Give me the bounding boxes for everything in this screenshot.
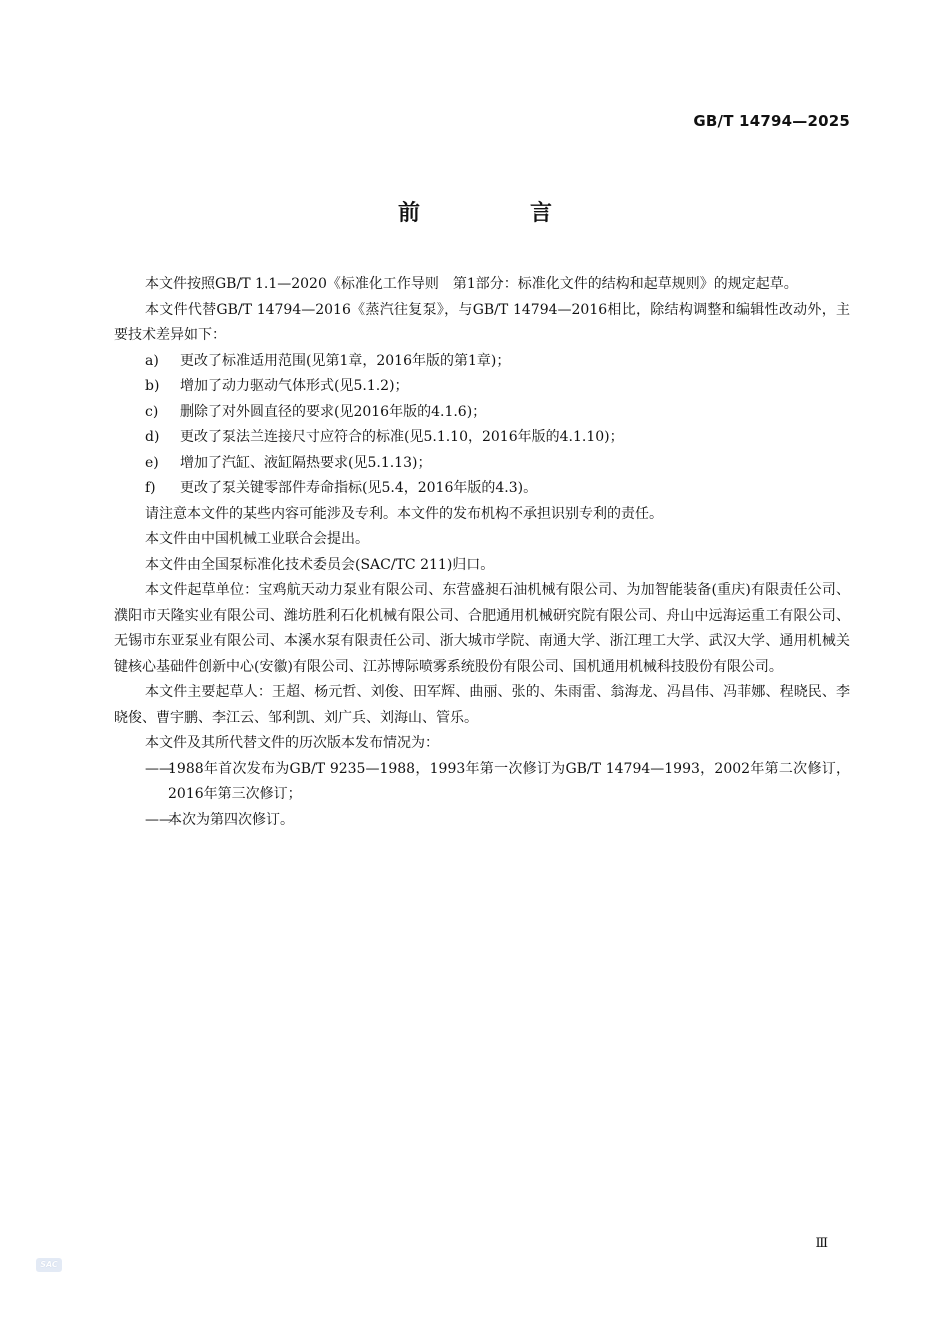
paragraph-proposer: 本文件由中国机械工业联合会提出。	[145, 531, 369, 547]
page-title: 前 言	[397, 201, 596, 226]
history-item	[114, 808, 850, 834]
paragraph-committee: 本文件由全国泵标准化技术委员会(SAC/TC 211)归口。	[145, 556, 495, 573]
list-item-mark: b)	[145, 378, 160, 394]
history-item	[114, 757, 850, 808]
list-item	[114, 400, 850, 426]
list-item-mark: a)	[145, 352, 159, 369]
sac-logo: SAC	[36, 1258, 62, 1272]
list-item-text: 更改了标准适用范围(见第1章，2016年版的第1章)；	[180, 352, 511, 369]
list-item-text: 删除了对外圆直径的要求(见2016年版的4.1.6)；	[180, 403, 487, 420]
dash-mark: ——	[145, 760, 173, 777]
standard-code: GB/T 14794—2025	[693, 112, 850, 130]
list-item-mark: d)	[145, 429, 160, 445]
list-item-text: 更改了泵关键零部件寿命指标(见5.4，2016年版的4.3)。	[180, 480, 538, 496]
paragraph-drafting-rules: 本文件按照GB/T 1.1—2020《标准化工作导则 第1部分：标准化文件的结构和起草规则》的规定起草。	[145, 276, 798, 292]
list-item-text: 增加了汽缸、液缸隔热要求(见5.1.13)；	[180, 454, 432, 471]
page-number: Ⅲ	[815, 1236, 828, 1251]
list-item	[114, 374, 850, 400]
history-item-text: 本次为第四次修订。	[168, 811, 294, 828]
list-item-mark: c)	[145, 403, 159, 420]
list-item-mark: f)	[145, 480, 156, 496]
list-item	[114, 476, 850, 502]
list-item	[114, 349, 850, 375]
dash-mark: ——	[145, 811, 173, 828]
paragraph-replacement: 本文件代替GB/T 14794—2016《蒸汽往复泵》，与GB/T 14794—2016相比，除结构调整和编辑性改动外，主要技术差异如下：	[114, 301, 850, 343]
list-item	[114, 425, 850, 451]
history-item-text: 1988年首次发布为GB/T 9235—1988，1993年第一次修订为GB/T 14794—1993，2002年第二次修订，2016年第三次修订；	[168, 760, 850, 802]
foreword-body	[114, 272, 850, 833]
paragraph-history-intro: 本文件及其所代替文件的历次版本发布情况为：	[145, 735, 439, 751]
list-item-text: 增加了动力驱动气体形式(见5.1.2)；	[180, 378, 409, 394]
list-item-mark: e)	[145, 454, 159, 471]
paragraph-drafters: 本文件主要起草人：王超、杨元哲、刘俊、田军辉、曲丽、张的、朱雨雷、翁海龙、冯昌伟、冯菲娜、程晓民、李晓俊、曹宇鹏、李江云、邹利凯、刘广兵、刘海山、管乐。	[114, 684, 850, 726]
list-item-text: 更改了泵法兰连接尺寸应符合的标准(见5.1.10，2016年版的4.1.10)；	[180, 429, 624, 445]
paragraph-drafting-units: 本文件起草单位：宝鸡航天动力泵业有限公司、东营盛昶石油机械有限公司、为加智能装备(重庆)有限责任公司、濮阳市天隆实业有限公司、潍坊胜利石化机械有限公司、合肥通用机械研究院有限公司、舟山中远海运重工有限公司、无锡市东亚泵业有限公司、本溪水泵有限责任公司、浙大城市学院、南通大学、浙江理工大学、武汉大学、通用机械关键核心基础件创新中心(安徽)有限公司、江苏博际喷雾系统股份有限公司、国机通用机械科技股份有限公司。	[114, 582, 850, 675]
paragraph-patent-notice: 请注意本文件的某些内容可能涉及专利。本文件的发布机构不承担识别专利的责任。	[145, 505, 663, 522]
list-item	[114, 451, 850, 477]
